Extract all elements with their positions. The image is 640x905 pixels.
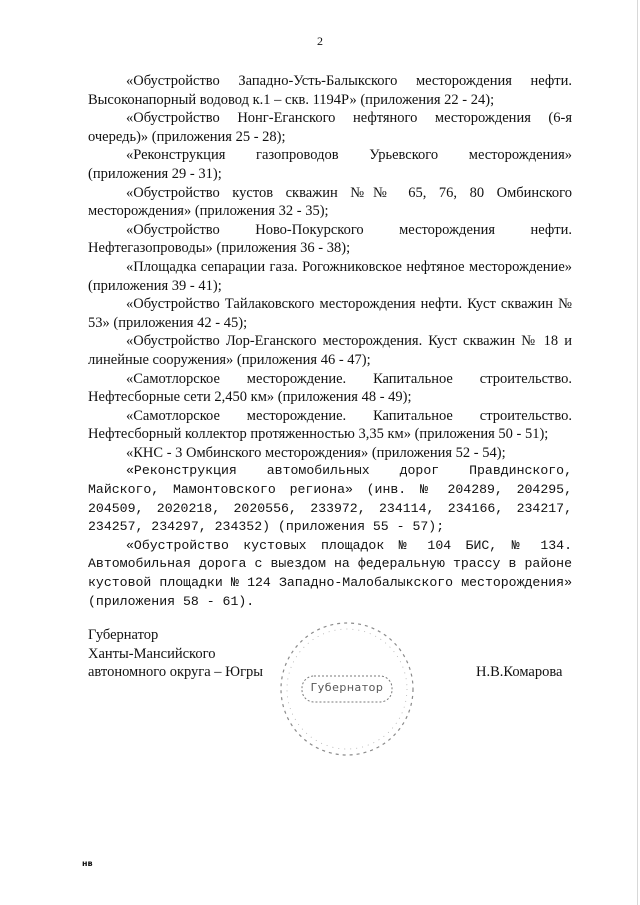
list-item: «Реконструкция автомобильных дорог Правдинского, Майского, Мамонтовского региона» (инв. № 204289, 204295, 204509, 2020218, 2020556, 233972, 234114, 234166, 234217, 234257, 234297, 234352) (приложения 55 - 57);	[88, 463, 572, 535]
list-item: «КНС - 3 Омбинского месторождения» (приложения 52 - 54);	[126, 444, 506, 461]
list-item: «Площадка сепарации газа. Рогожниковское нефтяное месторождение» (приложения 39 - 41);	[88, 258, 572, 294]
signatory-name: Н.В.Комарова	[476, 664, 563, 680]
list-item: «Обустройство кустов скважин №№ 65, 76, 80 Омбинского месторождения» (приложения 32 - 35);	[88, 184, 572, 220]
document-body	[88, 72, 572, 611]
list-item: «Обустройство Лор-Еганского месторождения. Куст скважин № 18 и линейные сооружения» (приложения 46 - 47);	[88, 333, 572, 368]
signatory-title-line: Ханты-Мансийского	[88, 645, 216, 662]
list-item: «Самотлорское месторождение. Капитальное строительство. Нефтесборный коллектор протяженностью 3,35 км» (приложения 50 - 51);	[88, 407, 572, 443]
footer-mark: нв	[82, 859, 93, 868]
list-item: «Обустройство Западно-Усть-Балыкского месторождения нефти. Высоконапорный водовод к.1 – скв. 1194Р» (приложения 22 - 24);	[88, 73, 572, 108]
list-item: «Обустройство кустовых площадок № 104 БИС, № 134. Автомобильная дорога с выездом на федеральную трассу в районе кустовой площадки № 124 Западно-Малобалыкского месторождения» (приложения 58 - 61).	[88, 537, 572, 609]
list-item: «Обустройство Нонг-Еганского нефтяного месторождения (6-я очередь)» (приложения 25 - 28);	[88, 110, 572, 145]
list-item: «Реконструкция газопроводов Урьевского месторождения» (приложения 29 - 31);	[88, 147, 572, 182]
scan-edge-line	[637, 0, 638, 905]
page-number: 2	[317, 34, 323, 48]
stamp-text: Губернатор	[310, 681, 384, 694]
signatory-title	[88, 626, 263, 682]
list-item: «Обустройство Тайлаковского месторождения нефти. Куст скважин № 53» (приложения 42 - 45);	[88, 296, 572, 331]
list-item: «Обустройство Ново-Покурского месторождения нефти. Нефтегазопроводы» (приложения 36 - 38);	[88, 221, 572, 257]
signatory-title-line: Губернатор	[88, 627, 159, 643]
list-item: «Самотлорское месторождение. Капитальное строительство. Нефтесборные сети 2,450 км» (приложения 48 - 49);	[88, 370, 572, 406]
official-stamp	[272, 614, 422, 764]
signatory-title-line: автономного округа – Югры	[88, 664, 264, 681]
